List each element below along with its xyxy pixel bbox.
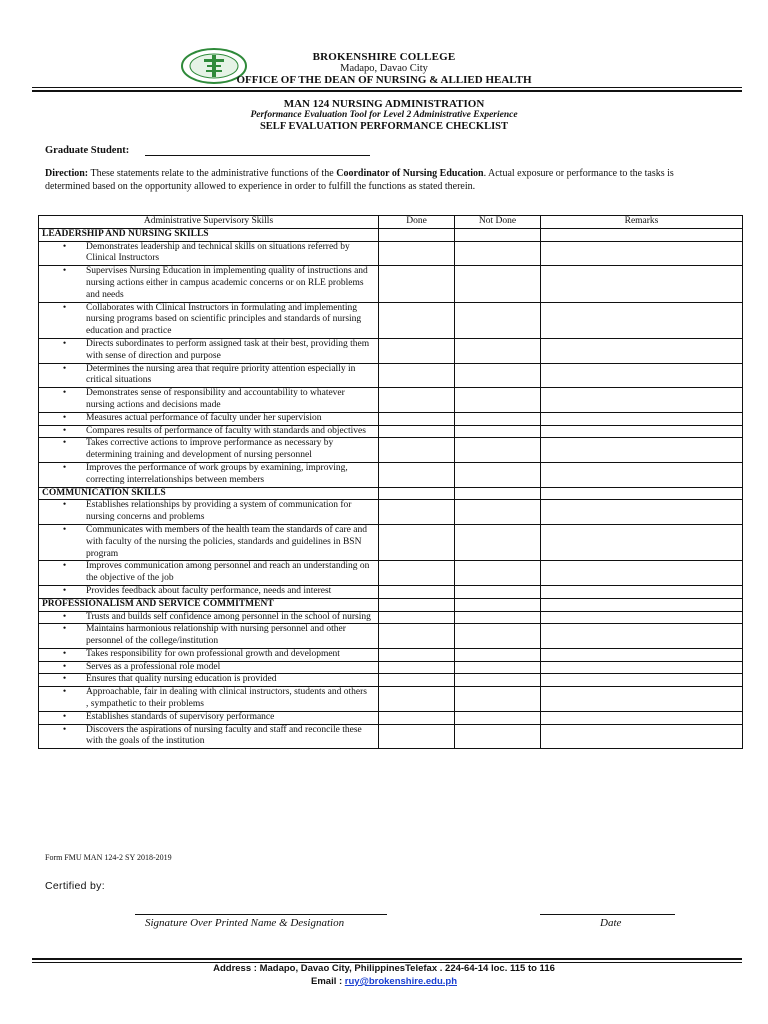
skill-text: Provides feedback about faculty performance, needs and interest	[86, 585, 332, 596]
skill-cell	[39, 561, 379, 586]
skill-text: Trusts and builds self confidence among personnel in the school of nursing	[86, 611, 371, 622]
bullet-icon: •	[62, 241, 67, 252]
remarks-cell[interactable]	[541, 687, 743, 712]
bullet-icon: •	[62, 524, 67, 535]
remarks-cell[interactable]	[541, 624, 743, 649]
not-done-cell[interactable]	[455, 338, 541, 363]
bullet-icon: •	[62, 674, 67, 685]
done-cell[interactable]	[379, 624, 455, 649]
not-done-cell[interactable]	[455, 412, 541, 425]
skill-text: Serves as a professional role model	[86, 661, 221, 672]
skill-text: Establishes standards of supervisory performance	[86, 711, 275, 722]
done-cell[interactable]	[379, 598, 455, 611]
not-done-cell[interactable]	[455, 661, 541, 674]
skill-text: Communicates with members of the health team the standards of care and with faculty of the nursing the policies, standards and guidelines in BSN program	[86, 524, 367, 559]
not-done-cell[interactable]	[455, 266, 541, 302]
skill-text: Approachable, fair in dealing with clinical instructors, students and others , sympathetic to their problems	[86, 687, 367, 710]
done-cell[interactable]	[379, 561, 455, 586]
skill-cell	[39, 425, 379, 438]
skill-cell	[39, 724, 379, 749]
remarks-cell[interactable]	[541, 462, 743, 487]
bullet-icon: •	[62, 624, 67, 635]
remarks-cell[interactable]	[541, 388, 743, 413]
remarks-cell[interactable]	[541, 648, 743, 661]
not-done-cell[interactable]	[455, 487, 541, 500]
skill-cell	[39, 624, 379, 649]
skill-text: Takes corrective actions to improve performance as necessary by determining training and development of nursing personnel	[86, 438, 334, 461]
signature-label: Signature Over Printed Name & Designation	[145, 917, 345, 929]
bullet-icon: •	[62, 648, 67, 659]
not-done-cell[interactable]	[455, 598, 541, 611]
remarks-cell[interactable]	[541, 266, 743, 302]
skill-cell	[39, 266, 379, 302]
skill-text: Establishes relationships by providing a system of communication for nursing concerns and problems	[86, 500, 352, 523]
footer-email-label: Email :	[311, 976, 345, 987]
skill-text: Compares results of performance of faculty with standards and objectives	[86, 425, 366, 436]
bullet-icon: •	[62, 338, 67, 349]
remarks-cell[interactable]	[541, 363, 743, 388]
skill-text: Demonstrates sense of responsibility and accountability to whatever nursing actions and decisions made	[86, 388, 345, 410]
not-done-cell[interactable]	[455, 624, 541, 649]
done-cell[interactable]	[379, 524, 455, 560]
table-row	[39, 266, 743, 302]
skill-cell	[39, 363, 379, 388]
not-done-cell[interactable]	[455, 524, 541, 560]
direction-label: Direction:	[45, 168, 89, 179]
section-title: PROFESSIONALISM AND SERVICE COMMITMENT	[39, 598, 379, 611]
skill-cell	[39, 687, 379, 712]
table-row	[39, 724, 743, 749]
skill-text: Measures actual performance of faculty under her supervision	[86, 412, 322, 423]
not-done-cell[interactable]	[455, 585, 541, 598]
skill-text: Supervises Nursing Education in implementing quality of instructions and nursing actions either in campus academic concerns or on RLE problems and needs	[86, 266, 368, 300]
section-title: LEADERSHIP AND NURSING SKILLS	[39, 228, 379, 241]
bullet-icon: •	[62, 412, 67, 423]
skill-cell	[39, 674, 379, 687]
graduate-student-label: Graduate Student:	[45, 145, 130, 156]
done-cell[interactable]	[379, 228, 455, 241]
bullet-icon: •	[62, 363, 67, 374]
table-row	[39, 412, 743, 425]
skill-text: Takes responsibility for own professional growth and development	[86, 648, 340, 659]
done-cell[interactable]	[379, 611, 455, 624]
remarks-cell[interactable]	[541, 674, 743, 687]
not-done-cell[interactable]	[455, 425, 541, 438]
skill-cell	[39, 585, 379, 598]
skill-text: Demonstrates leadership and technical skills on situations referred by Clinical Instructors	[86, 241, 350, 264]
header-done: Done	[379, 216, 455, 229]
table-row	[39, 611, 743, 624]
remarks-cell[interactable]	[541, 241, 743, 266]
remarks-cell[interactable]	[541, 661, 743, 674]
skill-cell	[39, 611, 379, 624]
done-cell[interactable]	[379, 648, 455, 661]
table-row	[39, 388, 743, 413]
remarks-cell[interactable]	[541, 561, 743, 586]
remarks-cell[interactable]	[541, 611, 743, 624]
table-row	[39, 585, 743, 598]
skill-cell	[39, 241, 379, 266]
direction-bold: Coordinator of Nursing Education	[336, 168, 484, 179]
table-row	[39, 561, 743, 586]
bullet-icon: •	[62, 438, 67, 449]
done-cell[interactable]	[379, 363, 455, 388]
remarks-cell[interactable]	[541, 598, 743, 611]
direction-text-1: These statements relate to the administrative functions of the	[88, 168, 337, 179]
not-done-cell[interactable]	[455, 674, 541, 687]
skill-text: Discovers the aspirations of nursing faculty and staff and reconcile these with the goals of the institution	[86, 724, 362, 747]
footer-rule-thick	[32, 958, 742, 960]
remarks-cell[interactable]	[541, 724, 743, 749]
done-cell[interactable]	[379, 500, 455, 525]
remarks-cell[interactable]	[541, 412, 743, 425]
done-cell[interactable]	[379, 425, 455, 438]
section-row	[39, 228, 743, 241]
table-row	[39, 241, 743, 266]
bullet-icon: •	[62, 585, 67, 596]
skill-cell	[39, 500, 379, 525]
done-cell[interactable]	[379, 487, 455, 500]
not-done-cell[interactable]	[455, 462, 541, 487]
done-cell[interactable]	[379, 412, 455, 425]
skill-cell	[39, 338, 379, 363]
bullet-icon: •	[62, 687, 67, 698]
direction-text-2: . Actual exposure or performance to the tasks is determined based on the opportunity allowed to experience in order to fulfill the functions as stated therein.	[45, 168, 674, 192]
skill-cell	[39, 524, 379, 560]
table-row	[39, 425, 743, 438]
bullet-icon: •	[62, 302, 67, 313]
not-done-cell[interactable]	[455, 228, 541, 241]
not-done-cell[interactable]	[455, 711, 541, 724]
remarks-cell[interactable]	[541, 425, 743, 438]
college-city: Madapo, Davao City	[340, 63, 428, 74]
certified-by-label: Certified by:	[45, 880, 105, 892]
remarks-cell[interactable]	[541, 302, 743, 338]
table-row	[39, 624, 743, 649]
skill-cell	[39, 388, 379, 413]
table-row	[39, 524, 743, 560]
not-done-cell[interactable]	[455, 611, 541, 624]
bullet-icon: •	[62, 462, 67, 473]
remarks-cell[interactable]	[541, 585, 743, 598]
not-done-cell[interactable]	[455, 561, 541, 586]
bullet-icon: •	[62, 724, 67, 735]
header-rule-thick	[32, 90, 742, 92]
done-cell[interactable]	[379, 302, 455, 338]
done-cell[interactable]	[379, 388, 455, 413]
office-name: OFFICE OF THE DEAN OF NURSING & ALLIED HEALTH	[236, 74, 532, 86]
skill-cell	[39, 462, 379, 487]
bullet-icon: •	[62, 661, 67, 672]
done-cell[interactable]	[379, 462, 455, 487]
bullet-icon: •	[62, 425, 67, 436]
header-skills: Administrative Supervisory Skills	[39, 216, 379, 229]
table-row	[39, 687, 743, 712]
table-row	[39, 302, 743, 338]
date-line[interactable]	[540, 914, 675, 915]
done-cell[interactable]	[379, 661, 455, 674]
checklist-title: SELF EVALUATION PERFORMANCE CHECKLIST	[259, 121, 509, 132]
table-row	[39, 500, 743, 525]
footer-email-link[interactable]: ruy@brokenshire.edu.ph	[344, 976, 457, 987]
done-cell[interactable]	[379, 674, 455, 687]
remarks-cell[interactable]	[541, 711, 743, 724]
form-number: Form FMU MAN 124-2 SY 2018-2019	[45, 853, 172, 862]
checklist-body	[39, 228, 743, 748]
not-done-cell[interactable]	[455, 388, 541, 413]
table-row	[39, 674, 743, 687]
remarks-cell[interactable]	[541, 500, 743, 525]
skill-text: Improves the performance of work groups by examining, improving, correcting interrelationships between members	[86, 462, 348, 485]
bullet-icon: •	[62, 266, 67, 277]
header-not-done: Not Done	[455, 216, 541, 229]
done-cell[interactable]	[379, 241, 455, 266]
footer-address: Address : Madapo, Davao City, PhilippinesTelefax . 224-64-14 loc. 115 to 116	[213, 963, 555, 974]
remarks-cell[interactable]	[541, 338, 743, 363]
not-done-cell[interactable]	[455, 648, 541, 661]
tool-title: Performance Evaluation Tool for Level 2 Administrative Experience	[250, 110, 518, 120]
remarks-cell[interactable]	[541, 228, 743, 241]
direction-paragraph	[45, 168, 705, 193]
graduate-student-field[interactable]	[145, 155, 370, 156]
remarks-cell[interactable]	[541, 438, 743, 463]
not-done-cell[interactable]	[455, 500, 541, 525]
skill-cell	[39, 711, 379, 724]
skill-cell	[39, 648, 379, 661]
not-done-cell[interactable]	[455, 438, 541, 463]
section-title: COMMUNICATION SKILLS	[39, 487, 379, 500]
table-row	[39, 462, 743, 487]
header-rule-thin	[32, 87, 742, 88]
bullet-icon: •	[62, 388, 67, 399]
bullet-icon: •	[62, 711, 67, 722]
table-row	[39, 661, 743, 674]
skill-text: Determines the nursing area that require priority attention especially in critical situations	[86, 363, 356, 386]
remarks-cell[interactable]	[541, 487, 743, 500]
done-cell[interactable]	[379, 585, 455, 598]
table-row	[39, 648, 743, 661]
not-done-cell[interactable]	[455, 302, 541, 338]
skill-text: Collaborates with Clinical Instructors in formulating and implementing nursing programs based on scientific principles and standards of nursing education and practice	[86, 302, 362, 337]
date-label: Date	[600, 917, 622, 929]
skill-cell	[39, 438, 379, 463]
table-row	[39, 711, 743, 724]
skill-cell	[39, 302, 379, 338]
done-cell[interactable]	[379, 266, 455, 302]
not-done-cell[interactable]	[455, 241, 541, 266]
bullet-icon: •	[62, 561, 67, 572]
header-remarks: Remarks	[541, 216, 743, 229]
skill-cell	[39, 661, 379, 674]
done-cell[interactable]	[379, 338, 455, 363]
table-row	[39, 363, 743, 388]
skill-text: Improves communication among personnel and reach an understanding on the objective of the job	[86, 561, 370, 584]
college-name: BROKENSHIRE COLLEGE	[312, 51, 456, 63]
skill-text: Ensures that quality nursing education is provided	[86, 674, 277, 685]
checklist-table	[38, 215, 743, 749]
table-header-row	[39, 216, 743, 229]
skill-text: Maintains harmonious relationship with nursing personnel and other personnel of the college/institution	[86, 624, 346, 647]
skill-text: Directs subordinates to perform assigned task at their best, providing them with sense of direction and purpose	[86, 338, 370, 361]
not-done-cell[interactable]	[455, 724, 541, 749]
done-cell[interactable]	[379, 687, 455, 712]
table-row	[39, 438, 743, 463]
not-done-cell[interactable]	[455, 687, 541, 712]
bullet-icon: •	[62, 500, 67, 511]
section-row	[39, 598, 743, 611]
footer-email-line	[0, 976, 768, 987]
course-title: MAN 124 NURSING ADMINISTRATION	[283, 98, 485, 110]
remarks-cell[interactable]	[541, 524, 743, 560]
bullet-icon: •	[62, 611, 67, 622]
done-cell[interactable]	[379, 438, 455, 463]
signature-line[interactable]	[135, 914, 387, 915]
skill-cell	[39, 412, 379, 425]
not-done-cell[interactable]	[455, 363, 541, 388]
done-cell[interactable]	[379, 711, 455, 724]
section-row	[39, 487, 743, 500]
table-row	[39, 338, 743, 363]
done-cell[interactable]	[379, 724, 455, 749]
